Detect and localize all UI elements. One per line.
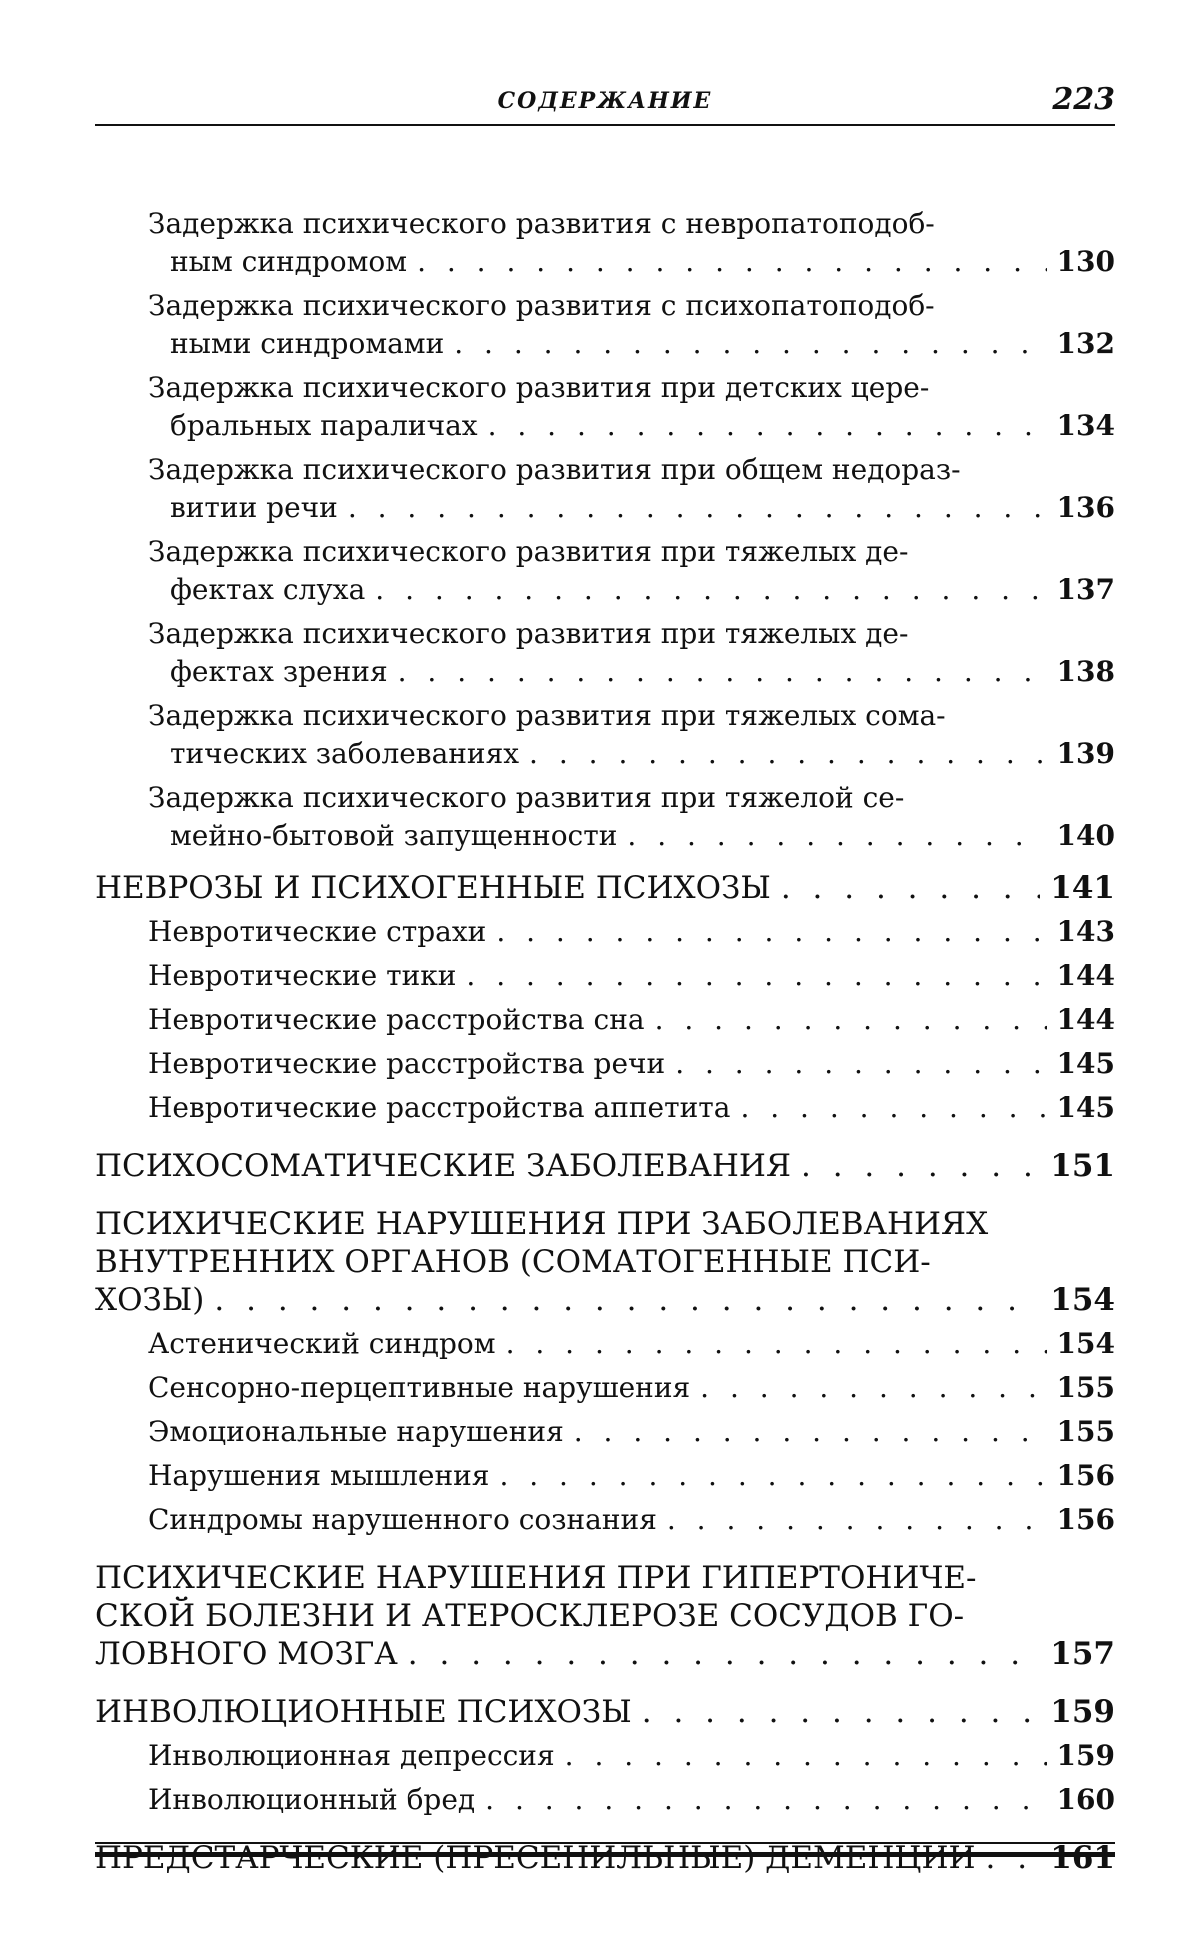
toc-page-number: 155	[1056, 1415, 1115, 1448]
toc-page-number: 156	[1056, 1459, 1115, 1492]
toc-section-title: ИНВОЛЮЦИОННЫЕ ПСИХОЗЫ	[95, 1694, 632, 1730]
page-header	[95, 80, 1115, 126]
toc-entry-text: Задержка психического развития при тяжелых де-	[148, 535, 909, 568]
dot-leader	[642, 1693, 1041, 1731]
toc-entry	[148, 1501, 1115, 1539]
dot-leader	[801, 1147, 1040, 1185]
toc-page-number: 144	[1056, 1003, 1115, 1036]
toc-page-number: 130	[1056, 245, 1115, 278]
page-number: 223	[1052, 82, 1115, 117]
toc-page-number: 134	[1056, 409, 1115, 442]
toc-entry-text: Задержка психического развития при тяжелых де-	[148, 617, 909, 650]
toc-entry	[148, 1001, 1115, 1039]
toc-page-number: 157	[1050, 1636, 1115, 1672]
toc-entry	[148, 1457, 1115, 1495]
dot-leader	[408, 1635, 1041, 1673]
toc-page-number: 139	[1056, 737, 1115, 770]
toc-entry-text: Эмоциональные нарушения	[148, 1415, 564, 1448]
toc-entry-text: Невротические расстройства речи	[148, 1047, 666, 1080]
toc-section	[95, 1147, 1115, 1185]
toc-page-number: 145	[1056, 1091, 1115, 1124]
dot-leader	[496, 913, 1046, 951]
table-of-contents	[95, 205, 1115, 1877]
toc-entry	[148, 1413, 1115, 1451]
toc-entry-text: витии речи	[170, 491, 338, 524]
toc-section-title: ПСИХОСОМАТИЧЕСКИЕ ЗАБОЛЕВАНИЯ	[95, 1148, 792, 1184]
toc-section	[95, 1693, 1115, 1731]
dot-leader	[675, 1045, 1046, 1083]
dot-leader	[986, 1839, 1041, 1877]
toc-entry-text: Инволюционный бред	[148, 1783, 476, 1816]
toc-page-number: 143	[1056, 915, 1115, 948]
toc-entry-text: Невротические расстройства аппетита	[148, 1091, 731, 1124]
toc-entry-text: Задержка психического развития при тяжелой се-	[148, 781, 905, 814]
dot-leader	[655, 1001, 1047, 1039]
toc-entry	[148, 1325, 1115, 1363]
toc-entry-text: Задержка психического развития с психопатоподоб-	[148, 289, 935, 322]
toc-entry-text: Нарушения мышления	[148, 1459, 490, 1492]
toc-entry-text: мейно-бытовой запущенности	[170, 819, 618, 852]
toc-entry-text: Астенический синдром	[148, 1327, 496, 1360]
toc-page-number: 138	[1056, 655, 1115, 688]
toc-section	[95, 1205, 1115, 1319]
toc-entry	[148, 1781, 1115, 1819]
toc-entry-text: Невротические страхи	[148, 915, 487, 948]
toc-section-title: ВНУТРЕННИХ ОРГАНОВ (СОМАТОГЕННЫЕ ПСИ-	[95, 1244, 931, 1280]
toc-page-number: 159	[1050, 1694, 1115, 1730]
toc-entry-text: Задержка психического развития при общем недораз-	[148, 453, 961, 486]
dot-leader	[667, 1501, 1047, 1539]
toc-entry	[148, 697, 1115, 773]
footer-rule-thick	[95, 1852, 1115, 1857]
footer-rule	[95, 1842, 1115, 1844]
toc-page-number: 154	[1050, 1282, 1115, 1318]
toc-page-number: 151	[1050, 1148, 1115, 1184]
toc-page-number: 140	[1056, 819, 1115, 852]
dot-leader	[740, 1089, 1046, 1127]
toc-page-number: 136	[1056, 491, 1115, 524]
running-title: СОДЕРЖАНИЕ	[497, 88, 713, 114]
dot-leader	[466, 957, 1046, 995]
toc-entry-text: Задержка психического развития при тяжелых сома-	[148, 699, 946, 732]
toc-section	[95, 1559, 1115, 1673]
dot-leader	[499, 1457, 1046, 1495]
toc-section-title: ЛОВНОГО МОЗГА	[95, 1636, 398, 1672]
toc-page-number: 155	[1056, 1371, 1115, 1404]
toc-page-number: 156	[1056, 1503, 1115, 1536]
toc-entry-text: Невротические тики	[148, 959, 457, 992]
toc-entry-text: ными синдромами	[170, 327, 445, 360]
toc-entry	[148, 205, 1115, 281]
toc-page-number: 160	[1056, 1783, 1115, 1816]
toc-entry-text: фектах слуха	[170, 573, 366, 606]
toc-section	[95, 869, 1115, 907]
toc-entry	[148, 533, 1115, 609]
toc-entry-text: Инволюционная депрессия	[148, 1739, 555, 1772]
toc-entry	[148, 913, 1115, 951]
toc-section-title: ХОЗЫ)	[95, 1282, 205, 1318]
toc-entry	[148, 1045, 1115, 1083]
toc-page-number: 132	[1056, 327, 1115, 360]
toc-entry	[148, 615, 1115, 691]
dot-leader	[488, 407, 1047, 445]
toc-page-number: 159	[1056, 1739, 1115, 1772]
dot-leader	[485, 1781, 1046, 1819]
toc-page-number: 137	[1056, 573, 1115, 606]
toc-section-title: НЕВРОЗЫ И ПСИХОГЕННЫЕ ПСИХОЗЫ	[95, 870, 771, 906]
dot-leader	[700, 1369, 1046, 1407]
toc-entry-text: Сенсорно-перцептивные нарушения	[148, 1371, 691, 1404]
dot-leader	[398, 653, 1047, 691]
dot-leader	[529, 735, 1047, 773]
toc-entry	[148, 1737, 1115, 1775]
toc-section-title: СКОЙ БОЛЕЗНИ И АТЕРОСКЛЕРОЗЕ СОСУДОВ ГО-	[95, 1598, 965, 1634]
toc-entry-text: Невротические расстройства сна	[148, 1003, 645, 1036]
dot-leader	[574, 1413, 1047, 1451]
toc-page-number: 144	[1056, 959, 1115, 992]
toc-section-title: ПСИХИЧЕСКИЕ НАРУШЕНИЯ ПРИ ЗАБОЛЕВАНИЯХ	[95, 1206, 989, 1242]
toc-entry-text: тических заболеваниях	[170, 737, 520, 770]
dot-leader	[375, 571, 1046, 609]
toc-entry-text: фектах зрения	[170, 655, 388, 688]
toc-page-number: 161	[1050, 1840, 1115, 1876]
toc-entry	[148, 779, 1115, 855]
toc-entry	[148, 1369, 1115, 1407]
toc-entry	[148, 957, 1115, 995]
toc-entry	[148, 451, 1115, 527]
dot-leader	[565, 1737, 1047, 1775]
dot-leader	[627, 817, 1046, 855]
dot-leader	[454, 325, 1046, 363]
toc-entry	[148, 369, 1115, 445]
dot-leader	[348, 489, 1047, 527]
toc-entry-text: бральных параличах	[170, 409, 478, 442]
toc-page-number: 141	[1050, 870, 1115, 906]
toc-entry-text: Задержка психического развития при детских цере-	[148, 371, 930, 404]
toc-page-number: 145	[1056, 1047, 1115, 1080]
toc-entry	[148, 287, 1115, 363]
toc-section-title: ПСИХИЧЕСКИЕ НАРУШЕНИЯ ПРИ ГИПЕРТОНИЧЕ-	[95, 1560, 977, 1596]
toc-section	[95, 1839, 1115, 1877]
toc-entry-text: ным синдромом	[170, 245, 408, 278]
dot-leader	[781, 869, 1040, 907]
toc-entry	[148, 1089, 1115, 1127]
toc-section-title: ПРЕДСТАРЧЕСКИЕ (ПРЕСЕНИЛЬНЫЕ) ДЕМЕНЦИИ	[95, 1840, 976, 1876]
dot-leader	[506, 1325, 1047, 1363]
toc-entry-text: Синдромы нарушенного сознания	[148, 1503, 657, 1536]
toc-entry-text: Задержка психического развития с невропатоподоб-	[148, 207, 935, 240]
toc-page-number: 154	[1056, 1327, 1115, 1360]
dot-leader	[417, 243, 1046, 281]
dot-leader	[214, 1281, 1040, 1319]
